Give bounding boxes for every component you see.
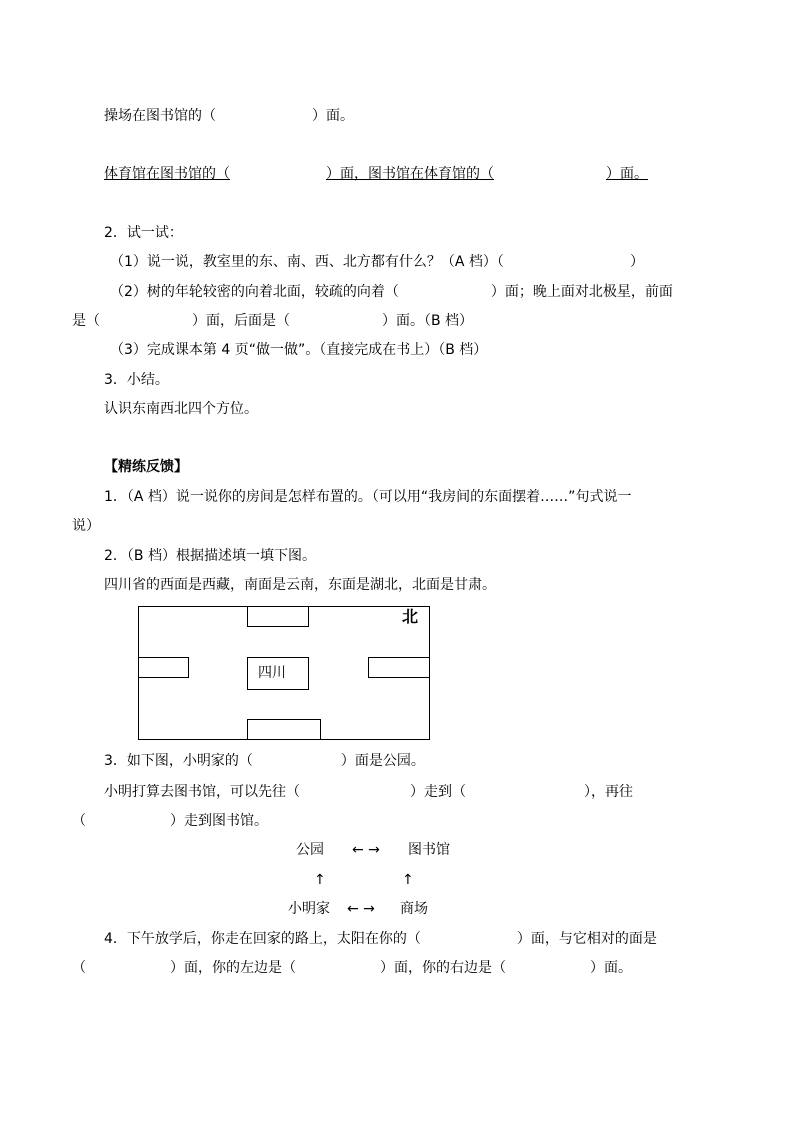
south-box (247, 719, 321, 740)
text: ）面是公园。 (340, 753, 425, 769)
question-gym (104, 166, 648, 182)
east-box (368, 657, 430, 678)
text: 体育馆在图书馆的（ (104, 166, 230, 182)
text: ）面，你的左边是（ (170, 960, 296, 976)
h-arrow-bottom: ← → (347, 901, 375, 917)
text: （1）说一说，教室里的东、南、西、北方都有什么？（A 档）（ (110, 254, 504, 270)
h-arrow-top: ← → (352, 842, 380, 858)
west-box (138, 657, 189, 678)
practice-q4 (104, 931, 657, 947)
text: ）面，图书馆在体育馆的（ (326, 166, 494, 182)
text: （ (72, 813, 86, 829)
practice-q1: 1．（A 档）说一说你的房间是怎样布置的。（可以用“我房间的东面摆着……”句式说一 (104, 489, 632, 505)
practice-q2-title: 2．（B 档）根据描述填一填下图。 (104, 548, 316, 564)
north-box (247, 606, 309, 627)
text: （2）树的年轮较密的向着北面，较疏的向着（ (110, 284, 399, 300)
text: 4．下午放学后，你走在回家的路上，太阳在你的（ (104, 931, 421, 947)
text: ）面，后面是（ (192, 313, 290, 329)
practice-q3-route (104, 784, 633, 800)
summary-title: 3．小结。 (104, 372, 169, 388)
summary-text: 认识东南西北四个方位。 (104, 401, 258, 417)
up-arrow-left: ↑ (314, 872, 326, 888)
text: ）面，你的右边是（ (380, 960, 506, 976)
practice-heading: 【精练反馈】 (104, 459, 188, 475)
try-item-2 (110, 284, 673, 300)
north-label: 北 (402, 607, 419, 626)
try-title: 2．试一试： (104, 225, 183, 241)
text: ）面。（B 档） (382, 313, 474, 329)
park-label: 公园 (296, 842, 324, 858)
try-item-3: （3）完成课本第 4 页“做一做”。（直接完成在书上）（B 档） (110, 342, 488, 358)
home-label: 小明家 (288, 901, 330, 917)
library-label: 图书馆 (408, 842, 450, 858)
text: ）面；晚上面对北极星，前面 (490, 284, 673, 300)
practice-q2-text: 四川省的西面是西藏，南面是云南，东面是湖北，北面是甘肃。 (104, 577, 496, 593)
text: ）走到图书馆。 (170, 813, 268, 829)
text: （ (72, 960, 86, 976)
practice-q4-cont (72, 960, 632, 976)
text: ） (629, 254, 644, 270)
text: ）面。 (312, 108, 354, 124)
text: 小明打算去图书馆，可以先往（ (104, 784, 300, 800)
mall-label: 商场 (400, 901, 428, 917)
try-item-1 (110, 254, 644, 270)
text: ）面。 (590, 960, 632, 976)
text: ）走到（ (410, 784, 466, 800)
practice-q1-cont: 说） (72, 518, 100, 534)
practice-q3-cont (72, 813, 268, 829)
sichuan-label: 四川 (258, 665, 286, 681)
text: ）面，与它相对的面是 (516, 931, 657, 947)
up-arrow-right: ↑ (402, 872, 414, 888)
question-playground (104, 108, 354, 124)
practice-q3 (104, 753, 425, 769)
text: ）面。 (606, 166, 648, 182)
try-item-2-cont (72, 313, 473, 329)
text: 是（ (72, 313, 100, 329)
text: 操场在图书馆的（ (104, 108, 216, 124)
text: 3．如下图，小明家的（ (104, 753, 253, 769)
text: ），再往 (584, 784, 633, 800)
